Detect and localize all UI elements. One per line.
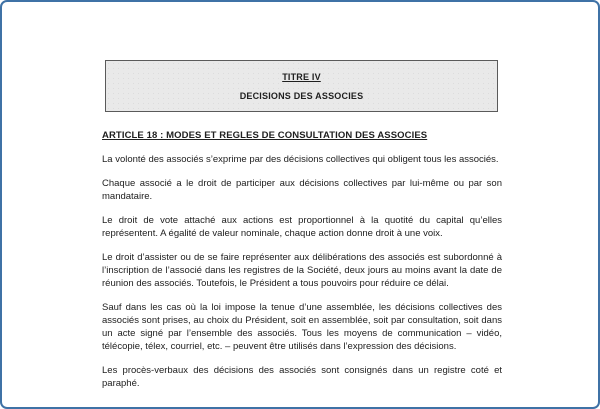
paragraph: Le droit de vote attaché aux actions est proportionnel à la quotité du capital qu’elles représentent. A égalité de valeur nominale, chaque action donne droit à une voix. [102,215,502,239]
paragraph: Chaque associé a le droit de participer aux décisions collectives par lui-même ou par son mandataire. [102,178,502,202]
title-box [105,60,498,112]
document-body [102,129,502,401]
paragraph: Sauf dans les cas où la loi impose la tenue d’une assemblée, les décisions collectives des associés sont prises, au choix du Président, soit en assemblée, soit par consultation, soit dans un acte signé par l’ensemble des associés. Tous les moyens de communication – vidéo, télécopie, télex, courriel, etc. – peuvent être utilisés dans l’expression des décisions. [102,302,502,352]
article-heading: ARTICLE 18 : MODES ET REGLES DE CONSULTATION DES ASSOCIES [102,130,428,141]
paragraph: Le droit d’assister ou de se faire représenter aux délibérations des associés est subordonné à l’inscription de l’associé dans les registres de la Société, deux jours au moins avant la date de réunion des associés. Toutefois, le Président a tous pouvoirs pour réduire ce délai. [102,252,502,289]
title-heading: TITRE IV [282,71,321,82]
title-subheading: DECISIONS DES ASSOCIES [239,90,364,101]
paragraph: Les procès-verbaux des décisions des associés sont consignés dans un registre coté et paraphé. [102,365,502,389]
paragraph: La volonté des associés s’exprime par des décisions collectives qui obligent tous les associés. [102,154,499,165]
